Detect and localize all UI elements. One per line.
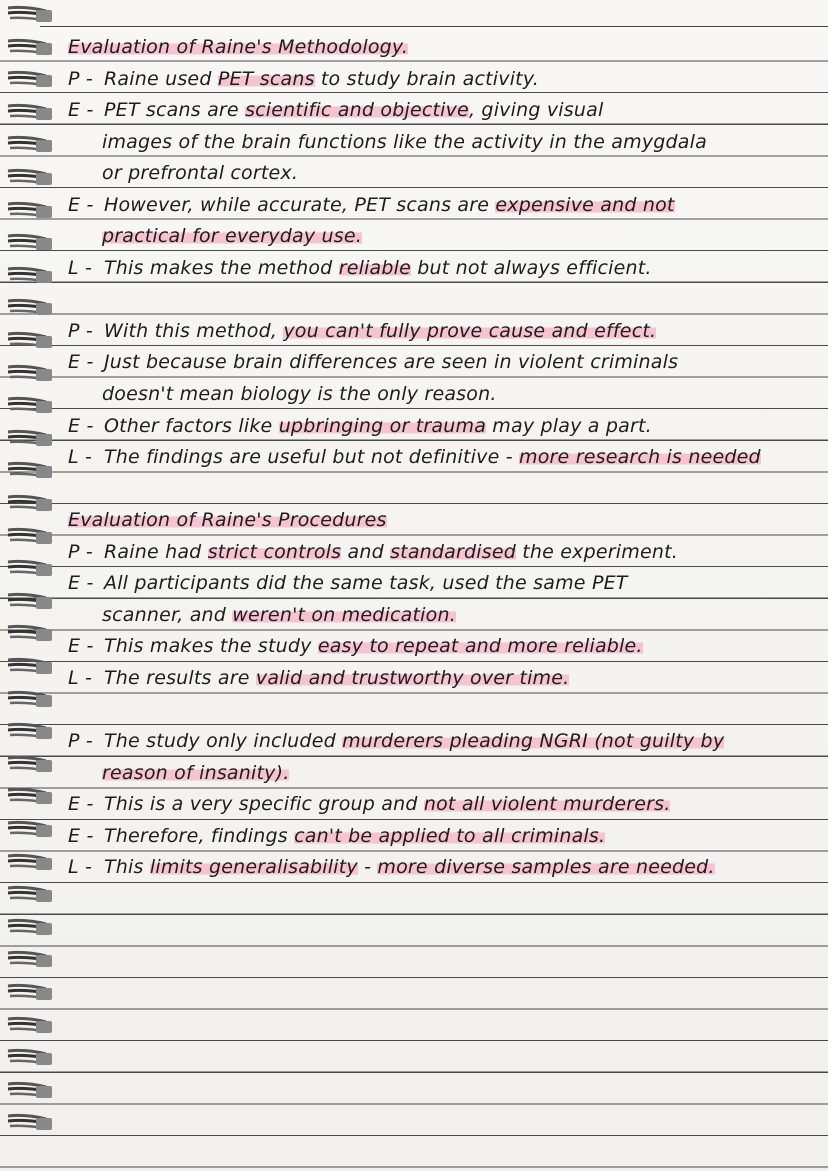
note-line [68, 442, 820, 474]
highlighted-text: more diverse samples are needed. [377, 856, 715, 879]
note-text: Raine had [104, 540, 208, 563]
note-line [68, 631, 820, 663]
peel-label: P - [68, 730, 93, 753]
peel-label: E - [68, 572, 94, 595]
note-line [68, 726, 820, 758]
note-line [68, 600, 820, 632]
highlighted-text: more research is needed [519, 446, 761, 469]
note-line [68, 127, 820, 159]
spiral-binding [0, 0, 62, 1171]
highlighted-text: easy to repeat and more reliable. [317, 635, 643, 658]
spiral-ring-icon [6, 819, 54, 839]
highlighted-text: Evaluation of Raine's Methodology. [68, 36, 409, 58]
note-line [68, 411, 820, 443]
peel-label: L - [68, 256, 93, 279]
note-text: However, while accurate, PET scans are [104, 193, 496, 216]
section-heading [68, 32, 820, 64]
spiral-ring-icon [6, 1080, 54, 1100]
spiral-ring-icon [6, 363, 54, 383]
note-text: and [341, 540, 391, 563]
spiral-ring-icon [6, 428, 54, 448]
spiral-ring-icon [6, 167, 54, 187]
spiral-ring-icon [6, 558, 54, 578]
top-rule [40, 26, 828, 27]
peel-label: E - [68, 635, 94, 658]
highlighted-text: strict controls [207, 540, 342, 563]
highlighted-text: reason of insanity). [102, 761, 290, 784]
highlighted-text: limits generalisability [149, 856, 358, 879]
note-line [68, 190, 820, 222]
note-text: This is a very specific group and [104, 793, 424, 816]
blank-line [68, 694, 820, 726]
highlighted-text: Evaluation of Raine's Procedures [68, 509, 387, 532]
note-text: The study only included [104, 730, 343, 753]
spiral-ring-icon [6, 721, 54, 741]
spiral-ring-icon [6, 656, 54, 676]
highlighted-text: upbringing or trauma [278, 414, 487, 437]
note-text: The results are [104, 666, 256, 689]
peel-label: E - [68, 793, 94, 816]
peel-label: E - [68, 193, 94, 216]
note-text: Therefore, findings [104, 824, 295, 847]
note-text: - [357, 856, 378, 879]
peel-label: E - [68, 351, 94, 374]
note-text: Raine used [104, 67, 218, 90]
highlighted-text: weren't on medication. [232, 603, 456, 626]
note-line [68, 253, 820, 285]
highlighted-text: murderers pleading NGRI (not guilty by [342, 730, 725, 753]
spiral-ring-icon [6, 395, 54, 415]
note-text: With this method, [104, 319, 284, 342]
spiral-ring-icon [6, 689, 54, 709]
spiral-ring-icon [6, 1112, 54, 1132]
spiral-ring-icon [6, 754, 54, 774]
handwritten-notes [68, 32, 820, 884]
highlighted-text: practical for everyday use. [102, 225, 362, 248]
note-line [68, 821, 820, 853]
peel-label: E - [68, 824, 94, 847]
highlighted-text: can't be applied to all criminals. [294, 824, 606, 847]
note-text: or prefrontal cortex. [102, 162, 299, 185]
spiral-ring-icon [6, 852, 54, 872]
note-text: , giving visual [468, 99, 604, 122]
note-text: scanner, and [102, 603, 233, 626]
spiral-ring-icon [6, 1047, 54, 1067]
spiral-ring-icon [6, 297, 54, 317]
peel-label: P - [68, 319, 93, 342]
note-text: may play a part. [486, 414, 652, 437]
note-line [68, 95, 820, 127]
note-line [68, 158, 820, 190]
spiral-ring-icon [6, 982, 54, 1002]
highlighted-text: standardised [390, 540, 517, 563]
spiral-ring-icon [6, 493, 54, 513]
note-text: Other factors like [104, 414, 279, 437]
note-text: doesn't mean biology is the only reason. [102, 383, 497, 406]
spiral-ring-icon [6, 232, 54, 252]
note-line [68, 316, 820, 348]
spiral-ring-icon [6, 917, 54, 937]
spiral-ring-icon [6, 37, 54, 57]
spiral-ring-icon [6, 200, 54, 220]
note-text: Just because brain differences are seen in violent criminals [104, 351, 679, 374]
peel-label: E - [68, 414, 94, 437]
peel-label: L - [68, 446, 93, 469]
spiral-ring-icon [6, 1015, 54, 1035]
blank-line [68, 474, 820, 506]
spiral-ring-icon [6, 526, 54, 546]
spiral-ring-icon [6, 134, 54, 154]
note-text: images of the brain functions like the activity in the amygdala [102, 130, 707, 153]
note-text: This makes the study [104, 635, 318, 658]
note-line [68, 789, 820, 821]
note-line [68, 852, 820, 884]
highlighted-text: PET scans [217, 67, 315, 90]
highlighted-text: valid and trustworthy over time. [255, 666, 570, 689]
highlighted-text: scientific and objective [245, 99, 469, 122]
note-text: This [104, 856, 150, 879]
spiral-ring-icon [6, 591, 54, 611]
note-line [68, 64, 820, 96]
note-line [68, 758, 820, 790]
peel-label: L - [68, 856, 93, 879]
highlighted-text: not all violent murderers. [423, 793, 671, 816]
note-text: All participants did the same task, used the same PET [104, 572, 628, 595]
note-line [68, 663, 820, 695]
note-text: The findings are useful but not definitive - [104, 446, 520, 469]
spiral-ring-icon [6, 623, 54, 643]
note-line [68, 537, 820, 569]
note-line [68, 221, 820, 253]
spiral-ring-icon [6, 460, 54, 480]
spiral-ring-icon [6, 949, 54, 969]
note-text: to study brain activity. [314, 67, 540, 90]
peel-label: E - [68, 99, 94, 122]
spiral-ring-icon [6, 265, 54, 285]
peel-label: L - [68, 666, 93, 689]
spiral-ring-icon [6, 69, 54, 89]
peel-label: P - [68, 67, 93, 90]
spiral-ring-icon [6, 786, 54, 806]
note-text: the experiment. [516, 540, 678, 563]
note-text: This makes the method [104, 256, 339, 279]
note-line [68, 568, 820, 600]
note-line [68, 347, 820, 379]
peel-label: P - [68, 540, 93, 563]
note-text: PET scans are [104, 99, 246, 122]
spiral-ring-icon [6, 102, 54, 122]
blank-line [68, 284, 820, 316]
spiral-ring-icon [6, 884, 54, 904]
section-heading [68, 505, 820, 537]
note-line [68, 379, 820, 411]
spiral-ring-icon [6, 4, 54, 24]
highlighted-text: you can't fully prove cause and effect. [283, 319, 657, 342]
note-text: but not always efficient. [411, 256, 652, 279]
highlighted-text: expensive and not [495, 193, 675, 216]
spiral-ring-icon [6, 330, 54, 350]
highlighted-text: reliable [338, 256, 412, 279]
